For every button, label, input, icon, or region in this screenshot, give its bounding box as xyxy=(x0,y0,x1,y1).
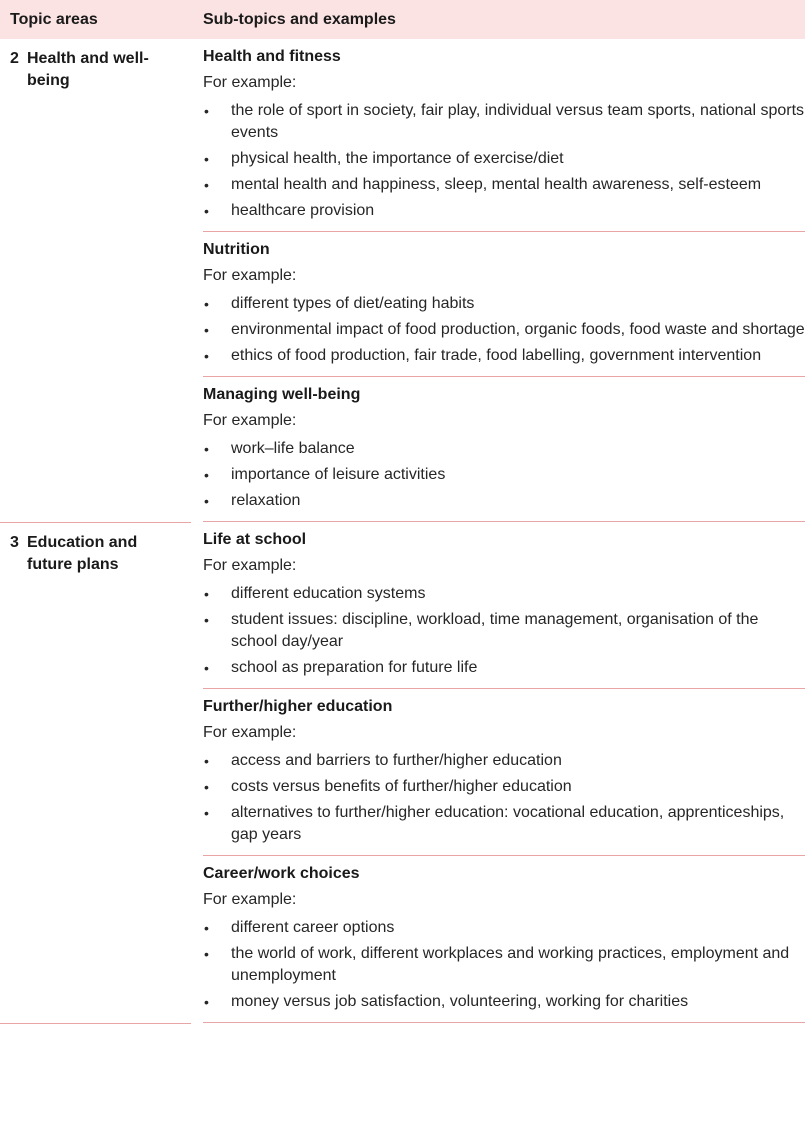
topic-number: 2 xyxy=(10,50,19,67)
subtopic-intro: For example: xyxy=(203,891,297,908)
list-item-text: different education systems xyxy=(231,585,426,602)
bullet-icon: • xyxy=(204,177,209,193)
list-item-text: the world of work, different workplaces and working practices, employment and unemployment xyxy=(231,945,790,984)
subtopic-title: Further/higher education xyxy=(203,698,393,715)
bullet-icon: • xyxy=(204,586,209,602)
subtopic-title: Career/work choices xyxy=(203,865,360,882)
bullet-icon: • xyxy=(204,994,209,1010)
list-item xyxy=(203,200,805,222)
list-item xyxy=(203,100,805,144)
bullet-icon: • xyxy=(204,322,209,338)
bullet-icon: • xyxy=(204,779,209,795)
bullet-icon: • xyxy=(204,805,209,821)
list-item xyxy=(203,776,805,798)
subtopic-intro: For example: xyxy=(203,724,297,741)
list-item xyxy=(203,464,805,486)
example-list xyxy=(203,438,805,512)
example-list xyxy=(203,917,805,1013)
bullet-icon: • xyxy=(204,203,209,219)
bullet-icon: • xyxy=(204,753,209,769)
subtopic-intro: For example: xyxy=(203,267,297,284)
list-item-text: different career options xyxy=(231,919,395,936)
list-item xyxy=(203,583,805,605)
subtopic-intro: For example: xyxy=(203,412,297,429)
bullet-icon: • xyxy=(204,296,209,312)
list-item-text: alternatives to further/higher education: vocational education, apprenticeships, gap years xyxy=(231,804,785,843)
list-item xyxy=(203,609,805,653)
subtopic-block xyxy=(203,232,805,377)
subtopic-title: Life at school xyxy=(203,531,307,548)
list-item-text: healthcare provision xyxy=(231,202,375,219)
bullet-icon: • xyxy=(204,103,209,119)
list-item xyxy=(203,438,805,460)
list-item-text: relaxation xyxy=(231,492,301,509)
bullet-icon: • xyxy=(204,946,209,962)
list-item xyxy=(203,917,805,939)
bullet-icon: • xyxy=(204,612,209,628)
table-header-row xyxy=(0,0,805,39)
list-item xyxy=(203,991,805,1013)
subtopics-cell xyxy=(191,522,805,1023)
list-item-text: work–life balance xyxy=(231,440,355,457)
example-list xyxy=(203,583,805,679)
subtopic-title: Health and fitness xyxy=(203,48,341,65)
subtopic-intro: For example: xyxy=(203,557,297,574)
bullet-icon: • xyxy=(204,660,209,676)
list-item-text: ethics of food production, fair trade, food labelling, government intervention xyxy=(231,347,762,364)
topic-name: Health and well-being xyxy=(27,50,149,89)
topic-row xyxy=(0,39,805,522)
list-item-text: access and barriers to further/higher education xyxy=(231,752,562,769)
list-item-text: the role of sport in society, fair play, individual versus team sports, national sports events xyxy=(231,102,805,141)
list-item-text: importance of leisure activities xyxy=(231,466,446,483)
header-subtopics: Sub-topics and examples xyxy=(191,0,805,39)
list-item xyxy=(203,174,805,196)
list-item-text: money versus job satisfaction, volunteering, working for charities xyxy=(231,993,689,1010)
subtopic-block xyxy=(203,377,805,522)
subtopic-block xyxy=(203,856,805,1023)
list-item xyxy=(203,657,805,679)
bullet-icon: • xyxy=(204,348,209,364)
list-item-text: different types of diet/eating habits xyxy=(231,295,475,312)
list-item-text: physical health, the importance of exercise/diet xyxy=(231,150,564,167)
bullet-icon: • xyxy=(204,920,209,936)
subtopic-block xyxy=(203,39,805,232)
topic-name: Education and future plans xyxy=(27,533,138,573)
bullet-icon: • xyxy=(204,493,209,509)
example-list xyxy=(203,293,805,367)
list-item-text: student issues: discipline, workload, time management, organisation of the school day/year xyxy=(231,611,759,650)
list-item xyxy=(203,293,805,315)
topic-area-cell xyxy=(0,522,191,1023)
list-item xyxy=(203,319,805,341)
example-list xyxy=(203,750,805,846)
bullet-icon: • xyxy=(204,467,209,483)
subtopic-block xyxy=(203,689,805,856)
list-item xyxy=(203,345,805,367)
subtopic-intro: For example: xyxy=(203,74,297,91)
list-item xyxy=(203,943,805,987)
example-list xyxy=(203,100,805,222)
header-topic-areas: Topic areas xyxy=(0,0,191,39)
list-item xyxy=(203,750,805,772)
list-item-text: environmental impact of food production, organic foods, food waste and shortage xyxy=(231,321,805,338)
list-item xyxy=(203,802,805,846)
subtopic-block xyxy=(203,522,805,689)
topic-area-cell xyxy=(0,39,191,522)
bullet-icon: • xyxy=(204,151,209,167)
list-item-text: costs versus benefits of further/higher education xyxy=(231,778,572,795)
topic-row xyxy=(0,522,805,1023)
topic-number: 3 xyxy=(10,533,19,551)
subtopics-cell xyxy=(191,39,805,522)
bullet-icon: • xyxy=(204,441,209,457)
list-item-text: mental health and happiness, sleep, mental health awareness, self-esteem xyxy=(231,176,762,193)
subtopic-title: Nutrition xyxy=(203,241,270,258)
subtopic-title: Managing well-being xyxy=(203,386,361,403)
list-item-text: school as preparation for future life xyxy=(231,659,478,676)
list-item xyxy=(203,148,805,170)
list-item xyxy=(203,490,805,512)
